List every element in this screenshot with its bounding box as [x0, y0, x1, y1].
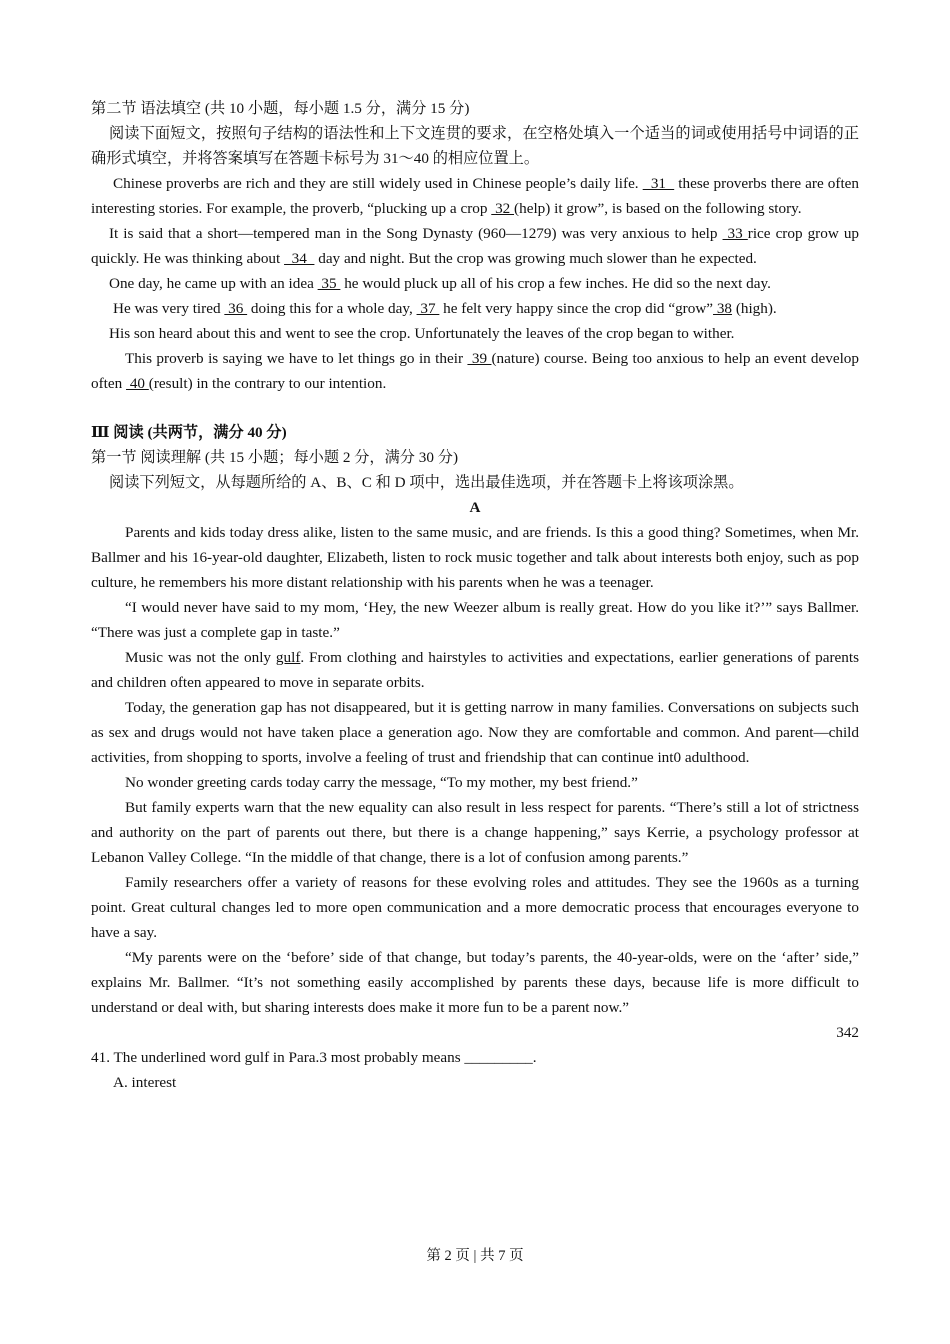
- blank-38: 38: [713, 300, 733, 317]
- passage-paragraph: “My parents were on the ‘before’ side of that change, but today’s parents, the 40-year-olds, were on the ‘after’ side,” explains Mr. Ballmer. “It’s not something easily accomplished by parents these days, because life is more difficult to understand or deal with, but sharing interests does make it more fun to be a parent now.”: [91, 949, 859, 1016]
- section-heading: 第一节 阅读理解 (共 15 小题；每小题 2 分，满分 30 分): [91, 449, 459, 466]
- cloze-paragraph: Chinese proverbs are rich and they are still widely used in Chinese people’s daily life. 31 these proverbs there are often interesting stories. For example, the proverb, “plucking up a crop 32 (help) it grow”, is based on the following story.: [91, 175, 860, 217]
- part-heading: Ⅲ 阅读 (共两节，满分 40 分): [91, 424, 287, 441]
- passage-label: A: [469, 499, 481, 516]
- cloze-paragraph: His son heard about this and went to see the crop. Unfortunately the leaves of the crop began to wither.: [109, 325, 735, 342]
- passage-paragraph: “I would never have said to my mom, ‘Hey, the new Weezer album is really great. How do you like it?’” says Ballmer. “There was just a complete gap in taste.”: [91, 599, 859, 641]
- section-heading: 第二节 语法填空 (共 10 小题，每小题 1.5 分，满分 15 分): [91, 100, 470, 117]
- section-instruction: 阅读下面短文，按照句子结构的语法性和上下文连贯的要求，在空格处填入一个适当的词或使用括号中词语的正确形式填空，并将答案填写在答题卡标号为 31～40 的相应位置上。: [91, 125, 859, 167]
- blank-34: 34: [284, 250, 315, 267]
- blank-33: 33: [722, 225, 748, 242]
- cloze-paragraph: It is said that a short—tempered man in the Song Dynasty (960—1279) was very anxious to help 33 rice crop grow up quickly. He was thinking about 34 day and night. But the crop was growing much slower than he expected.: [91, 225, 860, 267]
- passage-paragraph: Parents and kids today dress alike, listen to the same music, and are friends. Is this a good thing? Sometimes, when Mr. Ballmer and his 16-year-old daughter, Elizabeth, listen to rock music together and talk about interests both enjoy, such as pop culture, he remembers his more distant relationship with his parents when he was a teenager.: [91, 524, 859, 591]
- passage-paragraph: Family researchers offer a variety of reasons for these evolving roles and attitudes. They see the 1960s as a turning point. Great cultural changes led to more open communication and a more democratic process that encourages everyone to have a say.: [91, 874, 859, 941]
- question-41: 41. The underlined word gulf in Para.3 most probably means _________.: [91, 1049, 537, 1066]
- passage-paragraph: Music was not the only gulf. From clothing and hairstyles to activities and expectations, earlier generations of parents and children often appeared to move in separate orbits.: [91, 649, 859, 691]
- blank-35: 35: [317, 275, 341, 292]
- passage-paragraph: No wonder greeting cards today carry the message, “To my mother, my best friend.”: [125, 774, 638, 791]
- word-count: 342: [836, 1024, 859, 1041]
- blank-31: 31: [642, 175, 675, 192]
- blank-37: 37: [416, 300, 440, 317]
- blank-36: 36: [224, 300, 248, 317]
- underlined-word: gulf: [275, 649, 301, 666]
- blank-39: 39: [467, 350, 492, 367]
- passage-paragraph: But family experts warn that the new equality can also result in less respect for parents. “There’s still a lot of strictness and authority on the part of parents out there, but there is a change happening,” says Kerrie, a psychology professor at Lebanon Valley College. “In the middle of that change, there is a lot of confusion among parents.”: [91, 799, 859, 866]
- option-a: A. interest: [113, 1074, 177, 1091]
- cloze-paragraph: One day, he came up with an idea 35 he would pluck up all of his crop a few inches. He did so the next day.: [109, 275, 771, 292]
- blank-32: 32: [491, 200, 515, 217]
- cloze-paragraph: He was very tired 36 doing this for a whole day, 37 he felt very happy since the crop did “grow” 38 (high).: [113, 300, 777, 317]
- passage-paragraph: Today, the generation gap has not disappeared, but it is getting narrow in many families. Conversations on subjects such as sex and drugs would not have taken place a generation ago. Now they are comfortable and common. And parent—child activities, from shopping to sports, involve a feeling of trust and friendship that can continue int0 adulthood.: [91, 699, 859, 766]
- section-instruction: 阅读下列短文，从每题所给的 A、B、C 和 D 项中，选出最佳选项，并在答题卡上将该项涂黑。: [109, 474, 744, 491]
- page-content: [91, 96, 859, 1095]
- blank-40: 40: [126, 375, 149, 392]
- cloze-paragraph: This proverb is saying we have to let things go in their 39 (nature) course. Being too anxious to help an event develop often 40 (result) in the contrary to our intention.: [91, 350, 859, 392]
- page-footer: 第 2 页 | 共 7 页: [426, 1248, 524, 1264]
